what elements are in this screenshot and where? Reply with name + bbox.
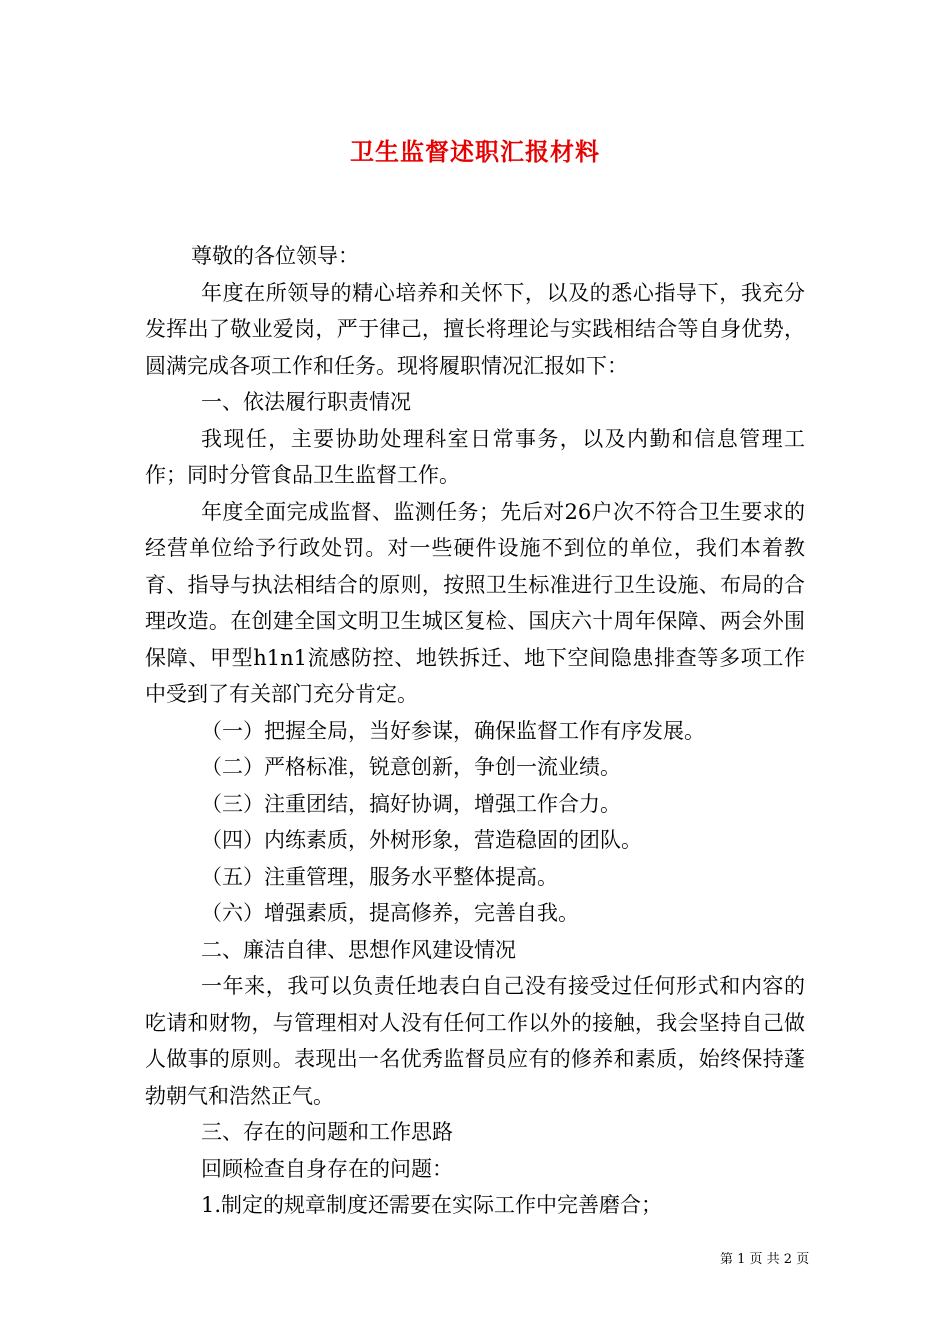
list-item-1: （一）把握全局，当好参谋，确保监督工作有序发展。 bbox=[201, 718, 705, 743]
section-heading-1: 一、依法履行职责情况 bbox=[201, 390, 411, 414]
section-heading-2: 二、廉洁自律、思想作风建设情况 bbox=[201, 937, 516, 962]
paragraph-integrity: 一年来，我可以负责任地表白自己没有接受过任何形式和内容的吃请和财物，与管理相对人没有任何工作以外的接触，我会坚持自己做人做事的原则。表现出一名优秀监督员应有的修养和素质，始终保持蓬勃朝气和浩然正气。 bbox=[145, 974, 805, 1108]
list-item-3: （三）注重团结，搞好协调，增强工作合力。 bbox=[201, 791, 621, 816]
paragraph-review: 回顾检查自身存在的问题： bbox=[201, 1156, 453, 1181]
document-body bbox=[145, 238, 805, 1224]
document-title: 卫生监督述职汇报材料 bbox=[350, 137, 600, 166]
paragraph-position: 我现任，主要协助处理科室日常事务，以及内勤和信息管理工作；同时分管食品卫生监督工作。 bbox=[145, 426, 805, 487]
paragraph-intro: 年度在所领导的精心培养和关怀下，以及的悉心指导下，我充分发挥出了敬业爱岗，严于律己，擅长将理论与实践相结合等自身优势，圆满完成各项工作和任务。现将履职情况汇报如下： bbox=[145, 280, 805, 378]
salutation: 尊敬的各位领导： bbox=[191, 244, 359, 268]
list-item-problem-1: 1.制定的规章制度还需要在实际工作中完善磨合； bbox=[201, 1193, 663, 1217]
list-item-4: （四）内练素质，外树形象，营造稳固的团队。 bbox=[201, 828, 642, 852]
section-heading-3: 三、存在的问题和工作思路 bbox=[201, 1120, 453, 1144]
list-item-5: （五）注重管理，服务水平整体提高。 bbox=[201, 864, 558, 889]
page-number: 第 1 页 共 2 页 bbox=[720, 1252, 810, 1267]
paragraph-achievements: 年度全面完成监督、监测任务；先后对26户次不符合卫生要求的经营单位给予行政处罚。对一些硬件设施不到位的单位，我们本着教育、指导与执法相结合的原则，按照卫生标准进行卫生设施、布局的合理改造。在创建全国文明卫生城区复检、国庆六十周年保障、两会外围保障、甲型h1n1流感防控、地铁拆迁、地下空间隐患排查等多项工作中受到了有关部门充分肯定。 bbox=[145, 499, 805, 706]
list-item-6: （六）增强素质，提高修养，完善自我。 bbox=[201, 901, 579, 925]
list-item-2: （二）严格标准，锐意创新，争创一流业绩。 bbox=[201, 755, 621, 779]
